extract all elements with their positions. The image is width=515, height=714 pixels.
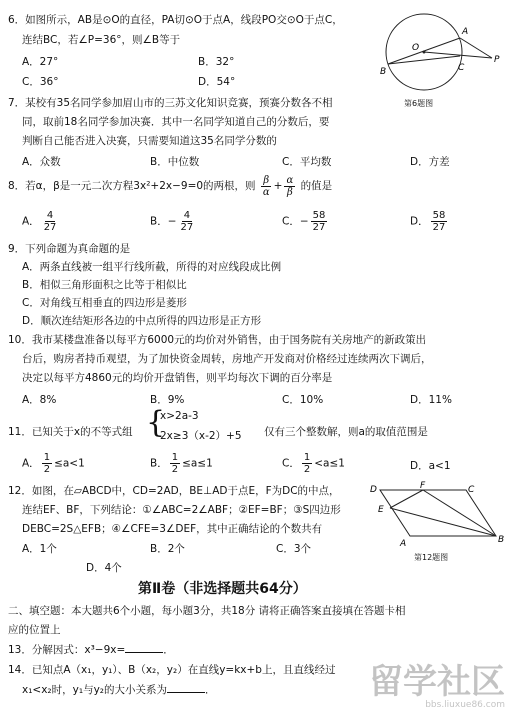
- q7-line1: 7．某校有35名同学参加眉山市的三苏文化知识竞赛，预赛分数各不相: [8, 97, 333, 109]
- part2-title: 第Ⅱ卷（非选择题共64分）: [138, 581, 307, 597]
- q8-b-den: 27: [180, 222, 194, 233]
- q8-b-fraction: [179, 210, 196, 233]
- q13-line: [8, 642, 174, 658]
- q9-option-d: D．顺次连结矩形各边的中点所得的四边形是正方形: [22, 315, 262, 327]
- q7-line2: 同，取前18名同学参加决赛．其中一名同学知道自己的分数后，要: [22, 116, 330, 128]
- q11-c-den: 2: [303, 464, 311, 475]
- q13-text: 13．分解因式：x³−9x=: [8, 644, 126, 656]
- q8-a-label: A．: [22, 215, 40, 228]
- q12-segment-fb: [423, 490, 496, 536]
- q12-label-b: B: [498, 535, 505, 545]
- q9-option-a: A．两条直线被一组平行线所截，所得的对应线段成比例: [22, 261, 282, 273]
- q8-c-label: C．−: [282, 215, 309, 228]
- q12-label-a: A: [400, 539, 407, 549]
- q8-option-d: [410, 210, 449, 233]
- q11-b-rest: ≤a≤1: [182, 457, 213, 470]
- q11-brace: {: [146, 405, 166, 440]
- q11-b-fraction: [170, 452, 180, 475]
- q12-parallelogram: [380, 490, 496, 536]
- q11-a-num: 1: [43, 452, 51, 463]
- q8-a-num: 4: [46, 210, 54, 221]
- q11-c-label: C．: [282, 457, 300, 470]
- q8-frac2-den: β: [286, 186, 293, 198]
- q8-c-fraction: [311, 210, 328, 233]
- q8-frac1-den: α: [262, 186, 270, 198]
- q11-b-den: 2: [171, 464, 179, 475]
- q11-option-a: [22, 452, 85, 475]
- q12-option-b: B．2个: [150, 543, 185, 555]
- q6-option-b: B．32°: [198, 56, 235, 68]
- q11-c-num: 1: [303, 452, 311, 463]
- watermark-url: bbs.liuxue86.com: [425, 700, 505, 710]
- q8-option-b: [150, 210, 197, 233]
- q12-segment-ef: [390, 490, 423, 508]
- q10-option-c: C．10%: [282, 394, 324, 406]
- q8-b-num: 4: [183, 210, 191, 221]
- q8-a-fraction: [42, 210, 59, 233]
- q8-d-fraction: [431, 210, 448, 233]
- q6-figure-caption: 第6题图: [404, 99, 434, 108]
- q8-d-label: D．: [410, 215, 429, 228]
- q6-label-a: A: [462, 27, 469, 37]
- q7-option-d: D．方差: [410, 156, 450, 168]
- q8-c-den: 27: [312, 222, 326, 233]
- q6-label-c: C: [458, 63, 465, 73]
- q6-option-c: C．36°: [22, 76, 59, 88]
- q12-label-d: D: [370, 485, 377, 495]
- q14-end: ．: [205, 684, 216, 696]
- q7-option-c: C．平均数: [282, 156, 332, 168]
- q8-a-den: 27: [43, 222, 57, 233]
- q10-option-d: D．11%: [410, 394, 452, 406]
- q11-a-fraction: [42, 452, 52, 475]
- q6-label-b: B: [380, 67, 387, 77]
- q10-line3: 决定以每平方4860元的均价开盘销售，则平均每次下调的百分率是: [22, 372, 333, 384]
- q11-a-rest: ≤a<1: [54, 457, 85, 470]
- q14-line2: [22, 682, 216, 698]
- section2-line2: 应的位置上: [8, 624, 61, 636]
- q9-option-c: C．对角线互相垂直的四边形是菱形: [22, 297, 187, 309]
- q13-end: ．: [163, 644, 174, 656]
- q10-line2: 台后，购房者持币观望，为了加快资金周转，房地产开发商对价格经过连续两次下调后，: [22, 353, 432, 365]
- q8-d-num: 58: [432, 210, 446, 221]
- q8-frac2-num: α: [286, 174, 294, 186]
- q6-line2: 连结BC，若∠P=36°，则∠B等于: [22, 34, 181, 46]
- q6-figure: [380, 8, 510, 94]
- q6-center-dot: [423, 51, 426, 54]
- q7-line3: 判断自己能否进入决赛，只需要知道这35名同学分数的: [22, 135, 277, 147]
- q8-prefix: 8．若α，β是一元二次方程3x²+2x−9=0的两根，则: [8, 180, 256, 192]
- q6-label-p: P: [494, 55, 500, 65]
- q12-line3: DEBC=2S△EFB；④∠CFE=3∠DEF，其中正确结论的个数共有: [22, 523, 323, 535]
- q11-option-d: D．a<1: [410, 460, 451, 472]
- q11-b-num: 1: [171, 452, 179, 463]
- q6-segment-po: [424, 52, 492, 58]
- q6-label-o: O: [412, 43, 420, 53]
- q12-option-c: C．3个: [276, 543, 312, 555]
- q12-figure-caption: 第12题图: [414, 553, 449, 562]
- watermark: [369, 664, 505, 710]
- q11-option-c: [282, 452, 345, 475]
- q12-option-d: D．4个: [86, 562, 122, 574]
- q8-fraction-beta-over-alpha: [261, 175, 272, 198]
- q8-c-num: 58: [312, 210, 326, 221]
- q12-option-a: A．1个: [22, 543, 57, 555]
- q11-a-label: A．: [22, 457, 40, 470]
- q12-line1: 12．如图，在▱ABCD中，CD=2AD，BE⊥AD于点E，F为DC的中点，: [8, 485, 340, 497]
- q6-tangent-pa: [460, 38, 492, 58]
- q13-answer-blank[interactable]: [125, 642, 163, 653]
- q8-b-label: B．−: [150, 215, 177, 228]
- q11-c-fraction: [302, 452, 312, 475]
- q11-suffix: 仅有三个整数解，则a的取值范围是: [264, 426, 428, 438]
- q12-line2: 连结EF、BF，下列结论：①∠ABC=2∠ABF；②EF=BF；③S四边形: [22, 504, 341, 516]
- q14-line2-text: x₁<x₂时，y₁与y₂的大小关系为: [22, 684, 167, 696]
- q6-line1: 6．如图所示，AB是⊙O的直径，PA切⊙O于点A，线段PO交⊙O于点C，: [8, 14, 343, 26]
- q12-label-e: E: [378, 505, 384, 515]
- q11-inequality-1: x>2a-3: [160, 410, 199, 422]
- q7-option-b: B．中位数: [150, 156, 200, 168]
- q7-option-a: A．众数: [22, 156, 61, 168]
- q12-figure: [368, 480, 508, 550]
- q11-prefix: 11．已知关于x的不等式组: [8, 426, 133, 438]
- q10-option-a: A．8%: [22, 394, 57, 406]
- q8-plus: +: [273, 180, 283, 192]
- q6-option-d: D．54°: [198, 76, 236, 88]
- section2-line1: 二、填空题：本大题共6个小题，每小题3分，共18分 请将正确答案直接填在答题卡相: [8, 605, 406, 617]
- q11-a-den: 2: [43, 464, 51, 475]
- q12-label-f: F: [420, 481, 426, 491]
- q14-line1: 14．已知点A（x₁，y₁）、B（x₂，y₂）在直线y=kx+b上，且直线经过: [8, 664, 336, 676]
- q8-suffix: 的值是: [300, 180, 333, 192]
- q11-c-rest: <a≤1: [314, 457, 345, 470]
- q8-option-a: [22, 210, 60, 233]
- q6-option-a: A．27°: [22, 56, 59, 68]
- q9-option-b: B．相似三角形面积之比等于相似比: [22, 279, 187, 291]
- q9-stem: 9．下列命题为真命题的是: [8, 243, 131, 255]
- q8-frac1-num: β: [263, 174, 270, 186]
- q11-option-b: [150, 452, 213, 475]
- q11-inequality-2: 2x≥3（x-2）+5: [160, 430, 242, 442]
- q10-option-b: B．9%: [150, 394, 185, 406]
- q8-fraction-alpha-over-beta: [284, 175, 295, 198]
- q10-line1: 10．我市某楼盘准备以每平方6000元的均价对外销售，由于国务院有关房地产的新政策出: [8, 334, 427, 346]
- q8-option-c: [282, 210, 329, 233]
- q12-label-c: C: [468, 485, 475, 495]
- watermark-logo-text: 留学社区: [369, 662, 505, 702]
- q14-answer-blank[interactable]: [167, 682, 205, 693]
- q8-d-den: 27: [432, 222, 446, 233]
- q11-b-label: B．: [150, 457, 168, 470]
- q8-stem: [8, 174, 332, 198]
